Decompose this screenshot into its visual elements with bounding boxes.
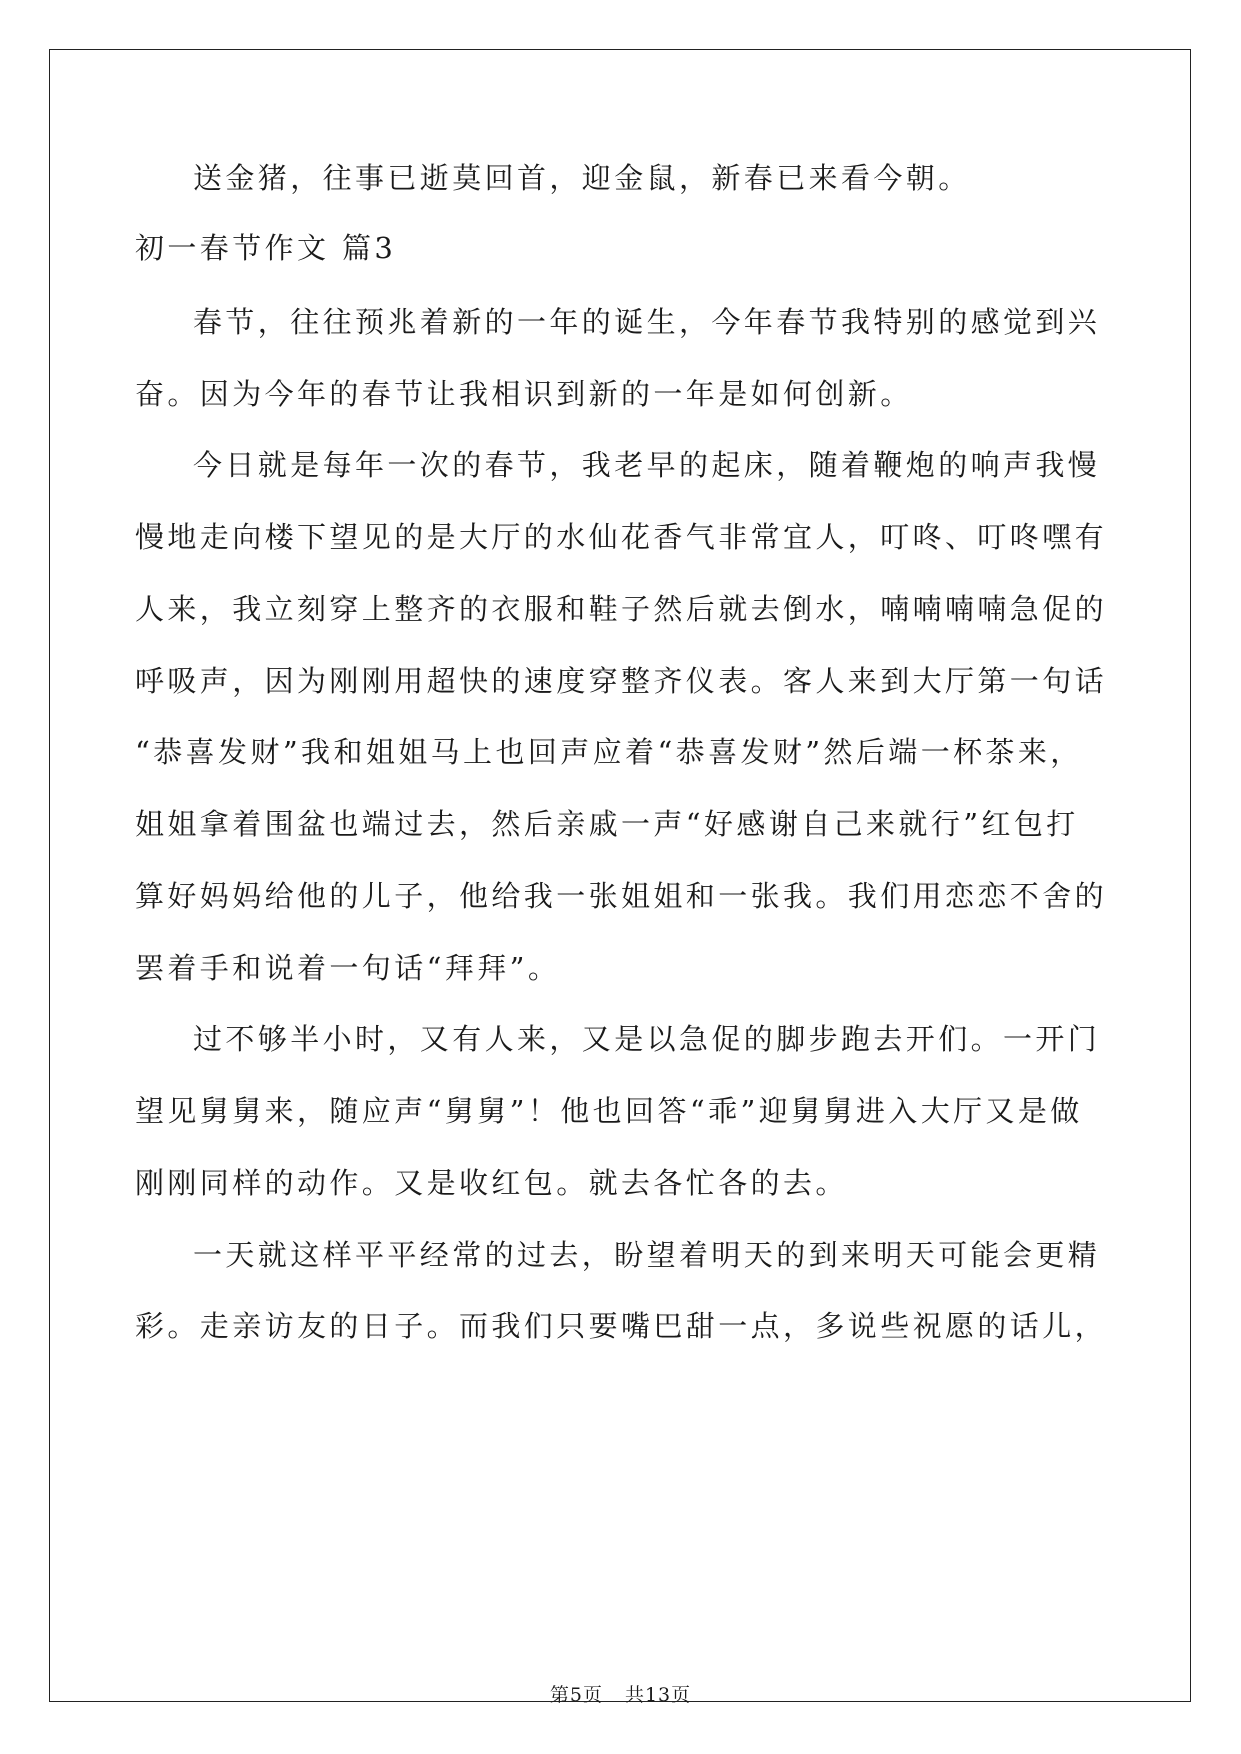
page-total: 共13页: [624, 1684, 692, 1706]
body-line-9: 姐姐拿着围盆也端过去，然后亲戚一声“好感谢自己来就行”红包打: [135, 807, 1079, 841]
body-line-7: 呼吸声，因为刚刚用超快的速度穿整齐仪表。客人来到大厅第一句话: [135, 664, 1108, 698]
body-line-13: 望见舅舅来，随应声“舅舅”！他也回答“乖”迎舅舅进入大厅又是做: [135, 1094, 1083, 1128]
body-line-12: 过不够半小时，又有人来，又是以急促的脚步跑去开们。一开门: [193, 1022, 1101, 1056]
body-line-16: 彩。走亲访友的日子。而我们只要嘴巴甜一点，多说些祝愿的话儿，: [135, 1309, 1108, 1343]
body-line-10: 算好妈妈给他的儿子，他给我一张姐姐和一张我。我们用恋恋不舍的: [135, 879, 1108, 913]
body-line-8: “恭喜发财”我和姐姐马上也回声应着“恭喜发财”然后端一杯茶来，: [135, 735, 1083, 769]
page-footer: [0, 1683, 1241, 1707]
body-line-4: 今日就是每年一次的春节，我老早的起床，随着鞭炮的响声我慢: [193, 448, 1101, 482]
page-number: 第5页: [549, 1684, 603, 1706]
body-line-11: 罢着手和说着一句话“拜拜”。: [135, 951, 561, 985]
section-heading: 初一春节作文 篇3: [135, 231, 397, 265]
body-line-6: 人来，我立刻穿上整齐的衣服和鞋子然后就去倒水，喃喃喃喃急促的: [135, 592, 1108, 626]
body-line-14: 刚刚同样的动作。又是收红包。就去各忙各的去。: [135, 1166, 848, 1200]
body-line-1: 送金猪，往事已逝莫回首，迎金鼠，新春已来看今朝。: [193, 161, 971, 195]
body-line-15: 一天就这样平平经常的过去，盼望着明天的到来明天可能会更精: [193, 1238, 1101, 1272]
body-line-3: 奋。因为今年的春节让我相识到新的一年是如何创新。: [135, 377, 913, 411]
body-line-5: 慢地走向楼下望见的是大厅的水仙花香气非常宜人，叮咚、叮咚嘿有: [135, 520, 1108, 554]
body-line-2: 春节，往往预兆着新的一年的诞生，今年春节我特别的感觉到兴: [193, 305, 1101, 339]
